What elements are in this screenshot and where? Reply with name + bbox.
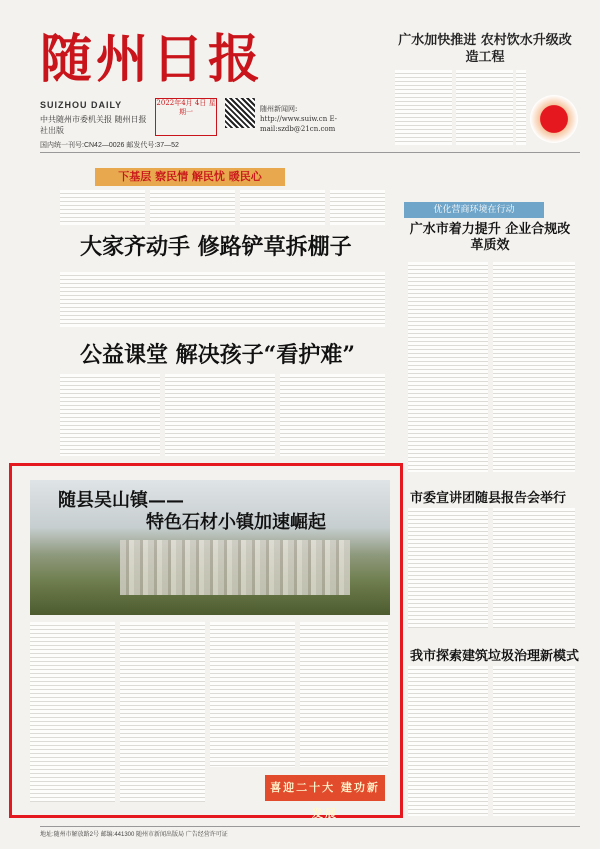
article-text (493, 508, 575, 628)
article-text (516, 70, 526, 145)
top-right-headline[interactable]: 广水加快推进 农村饮水升级改造工程 (398, 33, 572, 65)
campaign-banner: 下基层 察民情 解民忧 暖民心 (95, 168, 285, 186)
feature-title-line1: 随县吴山镇—— (58, 490, 184, 511)
right-headline-2[interactable]: 市委宣讲团随县报告会举行 (410, 491, 567, 506)
article-text (408, 508, 488, 628)
article-text (330, 190, 385, 225)
masthead-english-title: SUIZHOU DAILY (40, 100, 123, 110)
article-text (240, 190, 325, 225)
article-text (280, 374, 385, 456)
article-text (150, 190, 235, 225)
celebration-banner: 喜迎二十大 建功新发展 (265, 775, 385, 801)
issue-code: 国内统一刊号:CN42—0026 邮发代号:37—52 (40, 142, 179, 149)
article-text (300, 622, 388, 767)
right-headline-1[interactable]: 广水市着力提升 企业合规改革质效 (409, 222, 571, 253)
story-headline-2[interactable]: 公益课堂 解决孩子“看护难” (80, 342, 355, 368)
masthead (40, 30, 340, 140)
article-text (120, 622, 205, 802)
feature-title-line2[interactable]: 特色石材小镇加速崛起 (146, 512, 326, 533)
website-info: 随州新闻网: http://www.suiw.cn E-mail:szdb@21cn.com (260, 105, 338, 133)
article-text (408, 262, 488, 472)
issue-date: 2022年4月 4日 星期一 (155, 98, 217, 136)
article-text (210, 622, 295, 767)
divider (40, 152, 580, 153)
article-text (60, 190, 145, 225)
masthead-title: 随州日报 (40, 29, 265, 90)
article-text (493, 262, 575, 472)
article-text (30, 622, 115, 802)
article-text (493, 666, 575, 816)
article-text (408, 666, 488, 816)
town-aerial-photo (30, 480, 390, 615)
right-headline-3[interactable]: 我市探索建筑垃圾治理新模式 (410, 649, 580, 664)
article-text (165, 374, 275, 456)
qr-code-icon (225, 98, 255, 128)
section-tag: 优化营商环境在行动 (404, 202, 544, 218)
story-headline-1[interactable]: 大家齐动手 修路铲草拆棚子 (80, 234, 352, 260)
masthead-publisher: 中共随州市委机关报 随州日报社出版 (40, 115, 147, 135)
town-buildings (120, 540, 350, 595)
article-text (395, 70, 452, 145)
article-text (456, 70, 513, 145)
anniversary-badge-icon (530, 95, 578, 143)
page-footer: 地址:随州市解放路2号 邮编:441300 随州市新闻出版局 广告经营许可证 (40, 826, 580, 843)
article-text (60, 272, 385, 327)
article-text (60, 374, 160, 456)
